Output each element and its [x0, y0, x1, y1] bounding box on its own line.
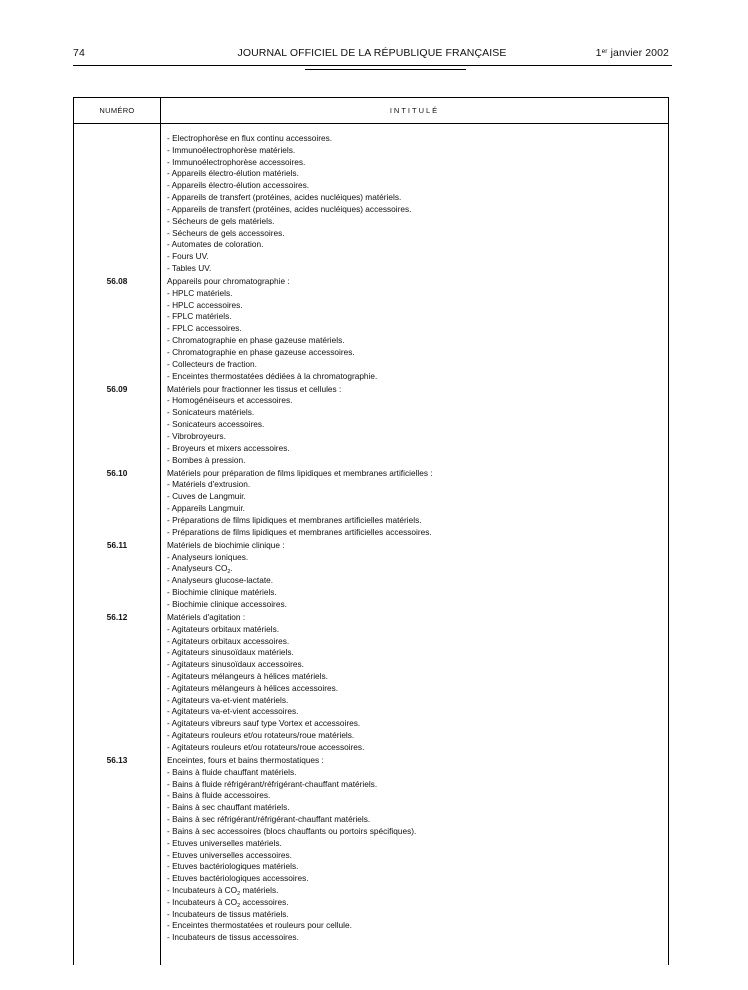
item-description	[167, 540, 668, 611]
item-line: - Etuves universelles matériels.	[167, 837, 282, 848]
column-header-number: NUMÉRO	[99, 106, 135, 115]
line-text: .	[230, 563, 233, 574]
item-line: - Agitateurs orbitaux accessoires.	[167, 635, 290, 646]
item-line: - Appareils électro-élution matériels.	[167, 168, 299, 179]
item-line: - Bains à sec accessoires (blocs chauffants ou portoirs spécifiques).	[167, 825, 417, 836]
line-text: - Incubateurs à CO	[167, 884, 238, 895]
issue-date-day: 1	[595, 47, 602, 59]
item-line: - Bains à sec chauffant matériels.	[167, 802, 290, 813]
item-line: - Analyseurs ioniques.	[167, 551, 249, 562]
table-row	[74, 276, 668, 382]
table-row	[74, 540, 668, 611]
item-line: - Vibrobroyeurs.	[167, 430, 226, 441]
table-row	[74, 755, 668, 944]
item-line: - Agitateurs sinusoïdaux matériels.	[167, 647, 294, 658]
item-number: 56.13	[106, 755, 128, 766]
item-description	[167, 276, 668, 382]
item-line: - Matériels d'extrusion.	[167, 479, 251, 490]
item-line: - Agitateurs va-et-vient accessoires.	[167, 706, 299, 717]
item-line: - Etuves bactériologiques accessoires.	[167, 873, 309, 884]
item-line: - Préparations de films lipidiques et membranes artificielles matériels.	[167, 514, 422, 525]
item-line: - HPLC matériels.	[167, 287, 233, 298]
item-description	[167, 612, 668, 754]
item-line: - Sonicateurs matériels.	[167, 407, 255, 418]
item-line: - Automates de coloration.	[167, 239, 264, 250]
item-line: - Biochimie clinique matériels.	[167, 587, 277, 598]
item-line: - Appareils de transfert (protéines, acides nucléiques) accessoires.	[167, 203, 412, 214]
column-header-title: INTITULÉ	[389, 106, 440, 115]
item-line: - Appareils Langmuir.	[167, 503, 245, 514]
item-line: - Bains à sec réfrigérant/réfrigérant-chauffant matériels.	[167, 814, 371, 825]
item-line: - Agitateurs mélangeurs à hélices matériels.	[167, 671, 328, 682]
item-line: - Enceintes thermostatées dédiées à la chromatographie.	[167, 370, 378, 381]
item-line: - Agitateurs rouleurs et/ou rotateurs/roue accessoires.	[167, 741, 365, 752]
item-line	[167, 897, 668, 909]
subscript: 2	[227, 569, 231, 576]
item-line: - Immunoélectrophorèse accessoires.	[167, 156, 306, 167]
header-rule	[73, 65, 672, 66]
line-text: - Analyseurs CO	[167, 563, 228, 574]
item-line: - Sécheurs de gels matériels.	[167, 215, 275, 226]
item-line: - Sécheurs de gels accessoires.	[167, 227, 285, 238]
item-description	[167, 468, 668, 539]
item-line: - Etuves universelles accessoires.	[167, 849, 292, 860]
item-line: - Chromatographie en phase gazeuse accessoires.	[167, 346, 355, 357]
item-line: - Tables UV.	[167, 262, 212, 273]
item-description	[167, 133, 668, 275]
item-heading: Matériels d'agitation :	[167, 611, 246, 622]
item-line: - Agitateurs vibreurs sauf type Vortex et accessoires.	[167, 718, 361, 729]
issue-date	[596, 47, 669, 59]
item-number: 56.11	[106, 539, 128, 550]
item-line: - FPLC accessoires.	[167, 323, 242, 334]
item-line: - Incubateurs de tissus matériels.	[167, 908, 289, 919]
item-line: - Cuves de Langmuir.	[167, 491, 246, 502]
item-line: - Homogénéiseurs et accessoires.	[167, 395, 293, 406]
item-line: - Préparations de films lipidiques et membranes artificielles accessoires.	[167, 526, 432, 537]
item-line: - Chromatographie en phase gazeuse matériels.	[167, 335, 345, 346]
item-heading: Enceintes, fours et bains thermostatiques :	[167, 755, 324, 766]
item-description	[167, 384, 668, 467]
item-line: - Immunoélectrophorèse matériels.	[167, 144, 296, 155]
table-row	[74, 612, 668, 754]
item-line: - Bains à fluide accessoires.	[167, 790, 271, 801]
item-line: - Incubateurs de tissus accessoires.	[167, 932, 299, 943]
item-line: - Appareils de transfert (protéines, acides nucléiques) matériels.	[167, 192, 402, 203]
item-line: - HPLC accessoires.	[167, 299, 243, 310]
item-description	[167, 755, 668, 944]
item-line: - Electrophorèse en flux continu accessoires.	[167, 133, 333, 143]
item-line: - Bombes à pression.	[167, 454, 246, 465]
issue-date-ordinal: er	[601, 48, 608, 55]
item-number: 56.10	[106, 467, 128, 478]
item-line: - Sonicateurs accessoires.	[167, 419, 265, 430]
item-number: 56.08	[106, 276, 128, 287]
item-line: - Agitateurs va-et-vient matériels.	[167, 694, 289, 705]
page-header	[73, 47, 671, 63]
item-number: 56.09	[106, 383, 128, 394]
line-text: accessoires.	[240, 896, 289, 907]
nomenclature-table	[73, 97, 669, 965]
header-short-rule	[305, 69, 466, 70]
item-line: - Collecteurs de fraction.	[167, 358, 257, 369]
page-number: 74	[73, 47, 85, 59]
issue-date-rest: janvier 2002	[607, 47, 669, 59]
journal-title: JOURNAL OFFICIEL DE LA RÉPUBLIQUE FRANÇAISE	[237, 47, 507, 59]
item-number: 56.12	[106, 611, 128, 622]
item-line: - Agitateurs orbitaux matériels.	[167, 623, 280, 634]
item-line: - Agitateurs mélangeurs à hélices accessoires.	[167, 682, 339, 693]
item-line: - FPLC matériels.	[167, 311, 232, 322]
item-line: - Appareils électro-élution accessoires.	[167, 180, 310, 191]
line-text: - Incubateurs à CO	[167, 896, 238, 907]
item-heading: Matériels pour préparation de films lipidiques et membranes artificielles :	[167, 467, 433, 478]
item-line	[167, 885, 668, 897]
header-row-divider	[74, 123, 668, 124]
table-body	[74, 133, 668, 944]
subscript: 2	[237, 890, 241, 897]
item-line: - Agitateurs rouleurs et/ou rotateurs/roue matériels.	[167, 730, 355, 741]
item-heading: Appareils pour chromatographie :	[167, 276, 290, 287]
item-line	[167, 563, 668, 575]
item-heading: Matériels pour fractionner les tissus et cellules :	[167, 383, 342, 394]
table-row	[74, 384, 668, 467]
table-row	[74, 133, 668, 275]
item-line: - Bains à fluide réfrigérant/réfrigérant-chauffant matériels.	[167, 778, 378, 789]
item-line: - Analyseurs glucose-lactate.	[167, 575, 274, 586]
item-line: - Broyeurs et mixers accessoires.	[167, 442, 290, 453]
item-line: - Etuves bactériologiques matériels.	[167, 861, 299, 872]
item-line: - Agitateurs sinusoïdaux accessoires.	[167, 659, 304, 670]
subscript: 2	[237, 902, 241, 909]
item-line: - Enceintes thermostatées et rouleurs pour cellule.	[167, 920, 352, 931]
item-line: - Fours UV.	[167, 251, 209, 262]
item-heading: Matériels de biochimie clinique :	[167, 539, 285, 550]
table-row	[74, 468, 668, 539]
line-text: matériels.	[240, 884, 279, 895]
item-line: - Bains à fluide chauffant matériels.	[167, 766, 297, 777]
item-line: - Biochimie clinique accessoires.	[167, 598, 287, 609]
